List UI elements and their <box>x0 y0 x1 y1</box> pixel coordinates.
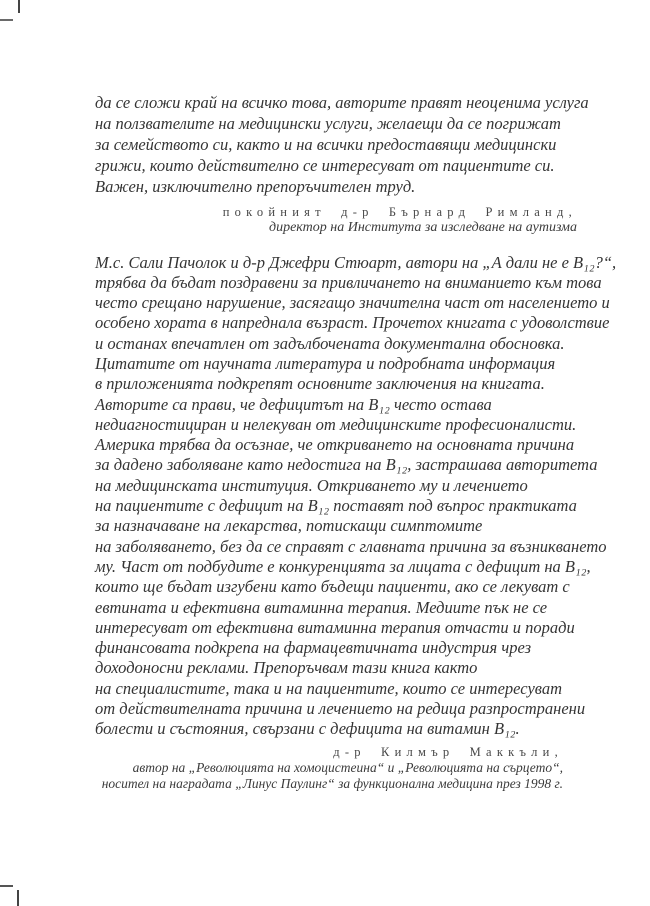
block-gap <box>95 237 577 253</box>
endorsement-2-line: болести и състояния, свързани с дефицита на витамин В₁₂. <box>95 719 520 739</box>
endorsement-2-line: за назначаване на лекарства, потискащи симптомите <box>95 516 483 536</box>
endorsement-2-line: в приложенията подкрепят основните заключения на книгата. <box>95 374 545 394</box>
endorsement-2-line: на медицинската институция. Откриването му и лечението <box>95 475 528 495</box>
endorsement-1-signature <box>95 204 577 237</box>
crop-mark-top-left-horizontal <box>0 19 13 21</box>
endorsement-2-line: трябва да бъдат поздравени за привличането на вниманието към това <box>95 272 602 292</box>
endorsement-1-line: грижи, които действително се интересуват от пациентите си. <box>95 156 555 175</box>
endorsement-2-line: М.с. Сали Пачолок и д-р Джефри Стюарт, автори на „А дали не е В₁₂?“, <box>95 252 617 272</box>
endorsement-2-line: недиагностициран и нелекуван от медицинските професионалисти. <box>95 414 577 434</box>
endorsement-2-author-title-line: носител на наградата „Линус Паулинг“ за функционална медицина през 1998 г. <box>101 775 563 791</box>
endorsement-1-line: да се сложи край на всичко това, авторите правят неоценима услуга <box>95 93 589 112</box>
endorsement-1-author-title-line: директор на Института за изследване на аутизма <box>269 220 577 235</box>
endorsement-2-line: които ще бъдат изгубени като бъдещи пациенти, ако се лекуват с <box>95 577 570 597</box>
endorsement-2-author-title-line: автор на „Революцията на хомоцистеина“ и „Революцията на сърцето“, <box>132 759 563 775</box>
endorsement-2-line: често срещано нарушение, засягащо значителна част от населението и <box>95 293 610 313</box>
endorsement-2-line: особено хората в напреднала възраст. Прочетох книгата с удоволствие <box>95 313 610 333</box>
endorsement-1-author: покойният д-р Бърнард Римланд, <box>222 205 577 219</box>
endorsement-2-line: Америка трябва да осъзнае, че откриването на основната причина <box>95 435 575 455</box>
endorsement-2-text <box>95 252 617 740</box>
endorsement-2-line: от действителната причина и лечението на редица разпространени <box>95 699 586 719</box>
endorsement-2-line: на пациентите с дефицит на В₁₂ поставят под въпрос практиката <box>95 496 577 516</box>
endorsement-1-text <box>95 92 589 197</box>
endorsement-2-line: на специалистите, така и на пациентите, които се интересуват <box>95 678 562 698</box>
endorsement-2-line: и останах впечатлен от задълбочената документална обосновка. <box>95 333 565 353</box>
crop-mark-top-left-vertical <box>18 0 20 13</box>
endorsement-1-line: на ползвателите на медицински услуги, желаещи да се погрижат <box>95 114 561 133</box>
endorsements-content <box>95 92 617 792</box>
endorsement-1-line: Важен, изключително препоръчителен труд. <box>95 177 416 196</box>
endorsement-2-author-titles <box>95 760 563 792</box>
endorsement-2-line: Авторите са прави, че дефицитът на В₁₂ често остава <box>95 394 492 414</box>
endorsement-2-author: д-р Килмър Маккъли, <box>333 744 563 759</box>
endorsement-2-line: интересуват от ефективна витаминна терапия отчасти и поради <box>95 617 575 637</box>
crop-mark-bottom-left-horizontal <box>0 885 13 887</box>
endorsement-2-line: му. Част от подбудите е конкуренцията за лицата с дефицит на В₁₂, <box>95 556 591 576</box>
endorsement-2-line: на заболяването, без да се справят с главната причина за възникването <box>95 536 607 556</box>
crop-mark-bottom-left-vertical <box>17 890 19 906</box>
endorsement-1-line: за семейството си, както и на всички предоставящи медицински <box>95 135 557 154</box>
endorsement-2-line: финансовата подкрепа на фармацевтичната индустрия чрез <box>95 638 532 658</box>
endorsement-2-signature <box>95 744 577 792</box>
endorsement-2-line: за дадено заболяване като недостига на В₁₂, застрашава авторитета <box>95 455 598 475</box>
endorsement-2-line: Цитатите от научната литература и подробната информация <box>95 353 556 373</box>
endorsement-2-line: евтината и ефективна витаминна терапия. Медиите пък не се <box>95 597 548 617</box>
endorsement-1-author-titles <box>95 220 577 237</box>
endorsement-2-line: доходоносни реклами. Препоръчвам тази книга както <box>95 658 478 678</box>
